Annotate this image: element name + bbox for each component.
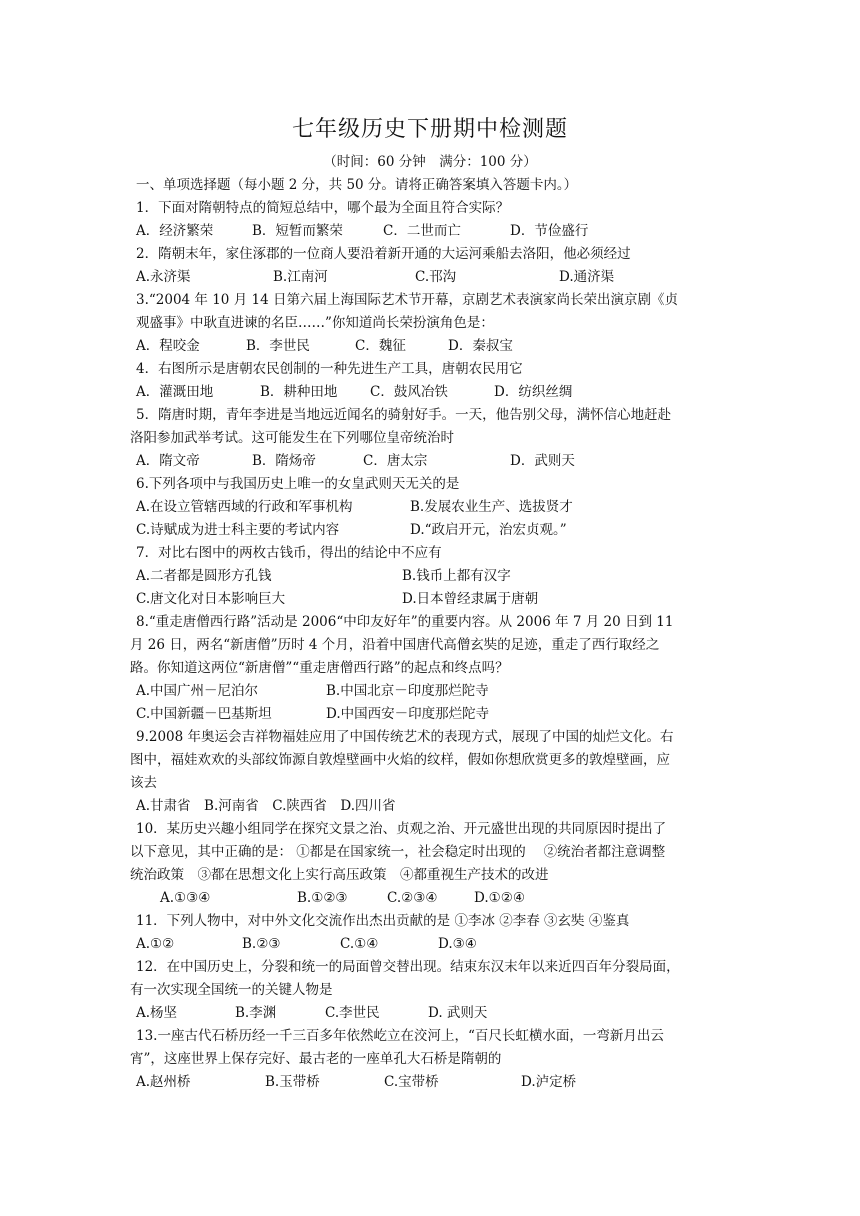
q1-option-d: D．节俭盛行 (510, 223, 589, 239)
question-1-stem: 1．下面对隋朝特点的简短总结中，哪个最为全面且符合实际？ (136, 200, 510, 216)
q4-option-a: A．灌溉田地 (136, 384, 214, 400)
question-12-stem: 12．在中国历史上，分裂和统一的局面曾交替出现。结束东汉末年以来近四百年分裂局面， (136, 959, 680, 975)
q1-option-b: B．短暂而繁荣 (252, 223, 343, 239)
q13-option-c: C.宝带桥 (384, 1074, 439, 1090)
question-4-stem: 4．右图所示是唐朝农民创制的一种先进生产工具，唐朝农民用它 (136, 361, 523, 377)
q10-option-d: D.①②④ (474, 890, 525, 906)
question-8-stem-cont1: 月 26 日，两名“新唐僧”历时 4 个月，沿着中国唐代高僧玄奘的足迹，重走了西行取经之 (130, 637, 660, 653)
q5-option-a: A．隋文帝 (136, 453, 200, 469)
q4-option-c: C．鼓风冶铁 (370, 384, 448, 400)
question-9-stem-cont2: 该去 (130, 775, 157, 791)
q13-option-b: B.玉带桥 (265, 1074, 320, 1090)
q13-option-a: A.赵州桥 (136, 1074, 191, 1090)
q6-option-a: A.在设立管辖西域的行政和军事机构 (136, 499, 353, 515)
question-3-stem-cont: 观盛事》中耿直进谏的名臣……”你知道尚长荣扮演角色是： (136, 315, 494, 331)
q5-option-b: B．隋炀帝 (252, 453, 316, 469)
q3-option-c: C．魏征 (355, 338, 406, 354)
q3-option-d: D．秦叔宝 (448, 338, 513, 354)
question-8-stem: 8.“重走唐僧西行路”活动是 2006“中印友好年”的重要内容。从 2006 年 7 月 20 日到 11 (136, 614, 674, 630)
q8-option-a: A.中国广州－尼泊尔 (136, 683, 259, 699)
q9-options: A.甘肃省 B.河南省 C.陕西省 D.四川省 (136, 798, 396, 814)
section-heading: 一、单项选择题（每小题 2 分，共 50 分。请将正确答案填入答题卡内。） (136, 177, 578, 193)
q1-option-c: C．二世而亡 (383, 223, 461, 239)
q1-option-a: A．经济繁荣 (136, 223, 214, 239)
q11-option-c: C.①④ (340, 936, 379, 952)
question-10-stem-cont1: 以下意见，其中正确的是： ①都是在国家统一，社会稳定时出现的 ②统治者都注意调整 (130, 844, 666, 860)
question-3-stem: 3.“2004 年 10 月 14 日第六届上海国际艺术节开幕，京剧艺术表演家尚长荣出演京剧《贞 (136, 292, 678, 308)
question-10-stem: 10．某历史兴趣小组同学在探究文景之治、贞观之治、开元盛世出现的共同原因时提出了 (136, 821, 667, 837)
q7-option-a: A.二者都是圆形方孔钱 (136, 568, 272, 584)
q10-option-b: B.①②③ (297, 890, 348, 906)
page-title: 七年级历史下册期中检测题 (291, 117, 568, 142)
q12-option-d: D. 武则天 (428, 1005, 488, 1021)
q2-option-c: C.邗沟 (415, 269, 457, 285)
q12-option-c: C.李世民 (325, 1005, 380, 1021)
q10-option-c: C.②③④ (387, 890, 438, 906)
q4-option-b: B．耕种田地 (260, 384, 338, 400)
q11-option-b: B.②③ (242, 936, 281, 952)
q6-option-b: B.发展农业生产、选拔贤才 (410, 499, 573, 515)
q3-option-a: A．程咬金 (136, 338, 200, 354)
q7-option-d: D.日本曾经隶属于唐朝 (402, 591, 539, 607)
q3-option-b: B．李世民 (246, 338, 310, 354)
q12-option-a: A.杨坚 (136, 1005, 178, 1021)
q13-option-d: D.泸定桥 (521, 1074, 577, 1090)
question-8-stem-cont2: 路。你知道这两位“新唐僧”“重走唐僧西行路”的起点和终点吗？ (130, 660, 509, 676)
q12-option-b: B.李渊 (235, 1005, 277, 1021)
q8-option-d: D.中国西安－印度那烂陀寺 (326, 706, 490, 722)
q6-option-d: D.“政启开元，治宏贞观。” (410, 522, 567, 538)
q11-option-a: A.①② (136, 936, 175, 952)
question-12-stem-cont: 有一次实现全国统一的关键人物是 (130, 982, 333, 998)
exam-meta: （时间：60 分钟 满分：100 分） (323, 154, 537, 170)
question-6-stem: 6.下列各项中与我国历史上唯一的女皇武则天无关的是 (136, 476, 460, 492)
q2-option-a: A.永济渠 (136, 269, 191, 285)
question-13-stem-cont: 宵”，这座世界上保存完好、最古老的一座单孔大石桥是隋朝的 (130, 1051, 502, 1067)
question-10-stem-cont2: 统治政策 ③都在思想文化上实行高压政策 ④都重视生产技术的改进 (130, 867, 549, 883)
q8-option-c: C.中国新疆－巴基斯坦 (136, 706, 272, 722)
q2-option-d: D.通济渠 (559, 269, 615, 285)
q6-option-c: C.诗赋成为进士科主要的考试内容 (136, 522, 340, 538)
question-2-stem: 2．隋朝末年，家住涿郡的一位商人要沿着新开通的大运河乘船去洛阳，他必须经过 (136, 246, 631, 262)
question-9-stem: 9.2008 年奥运会吉祥物福娃应用了中国传统艺术的表现方式，展现了中国的灿烂文化。右 (136, 729, 674, 745)
q4-option-d: D．纺织丝绸 (494, 384, 573, 400)
question-5-stem: 5．隋唐时期，青年李进是当地远近闻名的骑射好手。一天，他告别父母，满怀信心地赶赴 (136, 407, 672, 423)
q8-option-b: B.中国北京－印度那烂陀寺 (326, 683, 489, 699)
q10-option-a: A.①③④ (160, 890, 211, 906)
question-5-stem-cont: 洛阳参加武举考试。这可能发生在下列哪位皇帝统治时 (130, 430, 454, 446)
q7-option-b: B.钱币上都有汉字 (402, 568, 511, 584)
q7-option-c: C.唐文化对日本影响巨大 (136, 591, 286, 607)
question-11-stem: 11．下列人物中，对中外文化交流作出杰出贡献的是 ①李冰 ②李春 ③玄奘 ④鉴真 (136, 913, 630, 929)
q11-option-d: D.③④ (438, 936, 477, 952)
q2-option-b: B.江南河 (273, 269, 328, 285)
q5-option-c: C．唐太宗 (363, 453, 428, 469)
question-9-stem-cont1: 图中，福娃欢欢的头部纹饰源自敦煌壁画中火焰的纹样，假如你想欣赏更多的敦煌壁画，应 (130, 752, 670, 768)
question-7-stem: 7．对比右图中的两枚古钱币，得出的结论中不应有 (136, 545, 442, 561)
q5-option-d: D．武则天 (510, 453, 575, 469)
question-13-stem: 13.一座古代石桥历经一千三百多年依然屹立在洨河上，“百尺长虹横水面，一弯新月出云 (136, 1028, 664, 1044)
